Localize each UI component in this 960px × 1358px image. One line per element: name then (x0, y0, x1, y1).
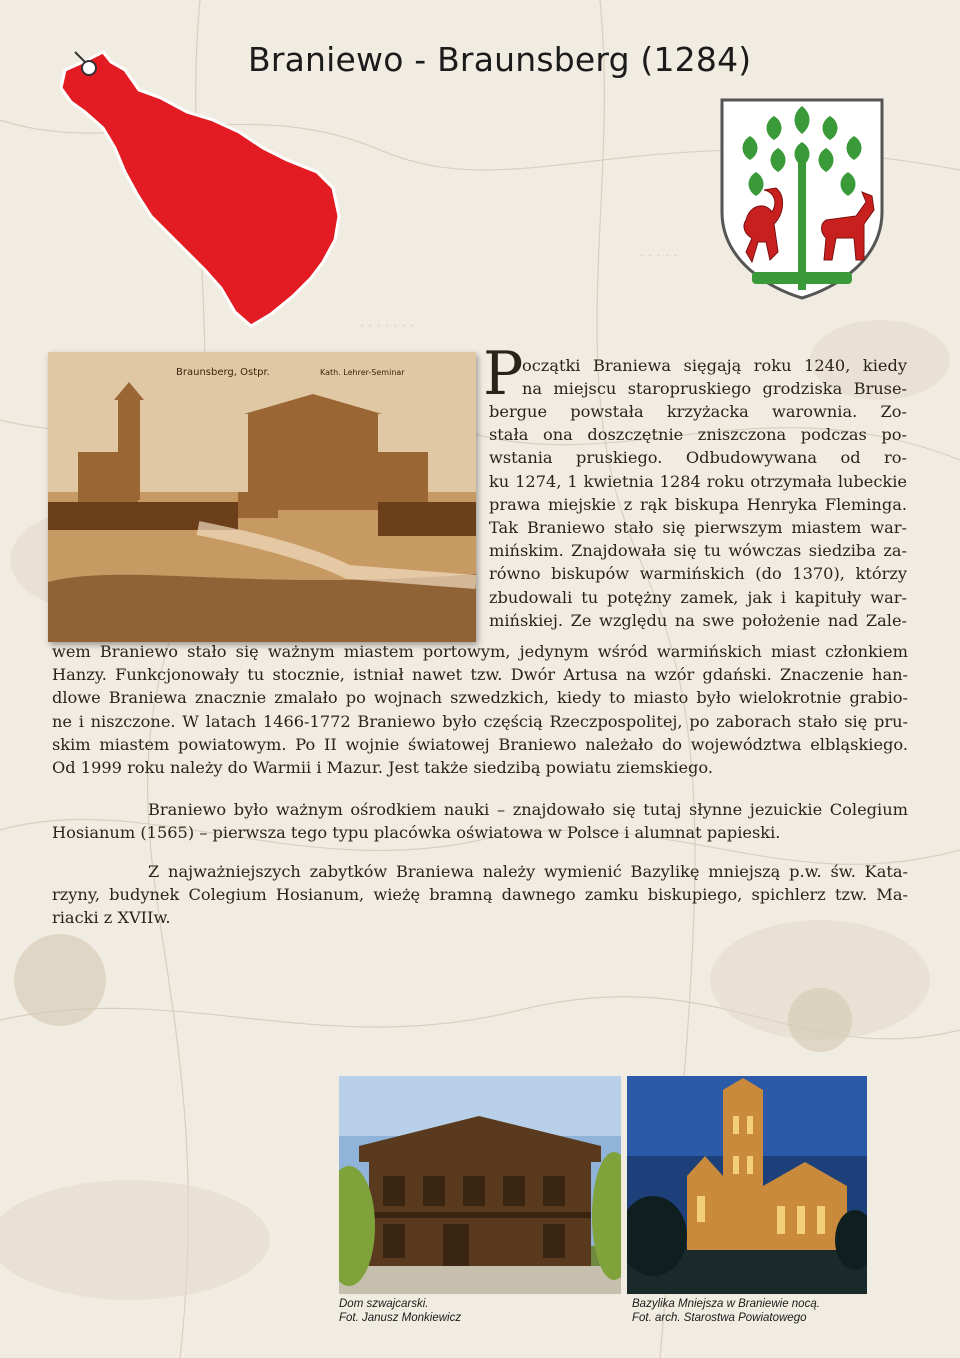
braniewo-town-marker (82, 61, 96, 75)
intro-line: mińskiej. Ze względu na swe położenie nad Zale- (489, 610, 907, 630)
intro-line: bergue powstała krzyżacka warownia. Zo- (489, 402, 907, 421)
paragraph-line: Braniewo było ważnym ośrodkiem nauki – znajdowało się tutaj słynne jezuickie Colegium (148, 800, 908, 819)
intro-line: równo biskupów warmińskich (do 1370), którzy (489, 564, 907, 584)
swiss-house-caption (339, 1297, 461, 1325)
basilica-caption-credit: Fot. arch. Starostwa Powiatowego (632, 1312, 807, 1324)
drop-cap: P (483, 339, 524, 409)
intro-line: Hanzy. Funkcjonowały tu stocznie, istniał nawet tzw. Dwór Artusa na wzór gdański. Znaczenie han- (52, 665, 908, 685)
intro-line: zbudowali tu potężny zamek, jak i kapituły war- (489, 587, 907, 607)
paragraph-line: rzyny, budynek Colegium Hosianum, wieżę bramną dawnego zamku biskupiego, spichlerz tzw. Ma- (52, 885, 908, 905)
braniewo-coat-of-arms (716, 92, 888, 300)
basilica-caption-title: Bazylika Mniejsza w Braniewie nocą. (632, 1298, 820, 1310)
seminar-photo-label-left: Braunsberg, Ostpr. (176, 367, 270, 378)
basilica-caption (632, 1297, 820, 1325)
paragraph-education (52, 798, 908, 844)
paragraph-line: riacki z XVIIw. (52, 908, 171, 928)
swiss-house-photo (339, 1076, 621, 1294)
seminar-photo-label-right: Kath. Lehrer-Seminar (320, 368, 405, 377)
swiss-house-caption-credit: Fot. Janusz Monkiewicz (339, 1312, 462, 1324)
paragraph-line: Z najważniejszych zabytków Braniewa należy wymienić Bazylikę mniejszą p.w. św. Kata- (148, 862, 908, 881)
paragraph-line: Hosianum (1565) – pierwsza tego typu placówka oświatowa w Polsce i alumnat papieski. (52, 823, 781, 843)
intro-line: prawa miejskie z rąk biskupa Henryka Fleminga. (489, 494, 907, 514)
braniewo-county-shape (61, 52, 339, 326)
intro-line: oczątki Braniewa sięgają roku 1240, kiedy (522, 356, 907, 375)
region-map (55, 40, 345, 330)
intro-line: mińskim. Znajdowała się tu wówczas siedziba za- (489, 541, 907, 561)
svg-text:· · · · ·: · · · · · (640, 249, 678, 264)
svg-text:· · · · · · ·: · · · · · · · (360, 319, 414, 334)
intro-line: Tak Braniewo stało się pierwszym miastem war- (489, 518, 907, 538)
intro-line: dlowe Braniewa znacznie zmalało po wojnach szwedzkich, kiedy to miasto było wielokrotnie grabio- (52, 688, 908, 708)
intro-line: ne i niszczone. W latach 1466-1772 Braniewo było częścią Rzeczpospolitej, po zaborach stało się pru- (52, 711, 908, 731)
intro-line: skim miastem powiatowym. Po II wojnie światowej Braniewo należało do województwa elbląskiego. (52, 734, 908, 754)
seminar-historic-photo (48, 352, 476, 642)
swiss-house-caption-title: Dom szwajcarski. (339, 1298, 429, 1310)
intro-line: wem Braniewo stało się ważnym miastem portowym, jedynym wśród warmińskich miast członkiem (52, 642, 908, 661)
intro-line: stała ona doszczętnie zniszczona podczas po- (489, 425, 907, 445)
paragraph-monuments (52, 860, 908, 930)
intro-full-width-text (52, 640, 908, 779)
basilica-night-photo (627, 1076, 867, 1294)
intro-line: ku 1274, 1 kwietnia 1284 roku otrzymała lubeckie (489, 471, 907, 491)
intro-line: Od 1999 roku należy do Warmii i Mazur. Jest także siedzibą powiatu ziemskiego. (52, 758, 713, 778)
intro-line: wstania pruskiego. Odbudowywana od ro- (489, 448, 907, 468)
intro-wrapped-text (522, 354, 907, 400)
intro-wrapped-text-continued (489, 400, 907, 632)
intro-line: na miejscu staropruskiego grodziska Bruse- (522, 379, 907, 399)
page-title: Braniewo - Braunsberg (1284) (248, 40, 752, 79)
